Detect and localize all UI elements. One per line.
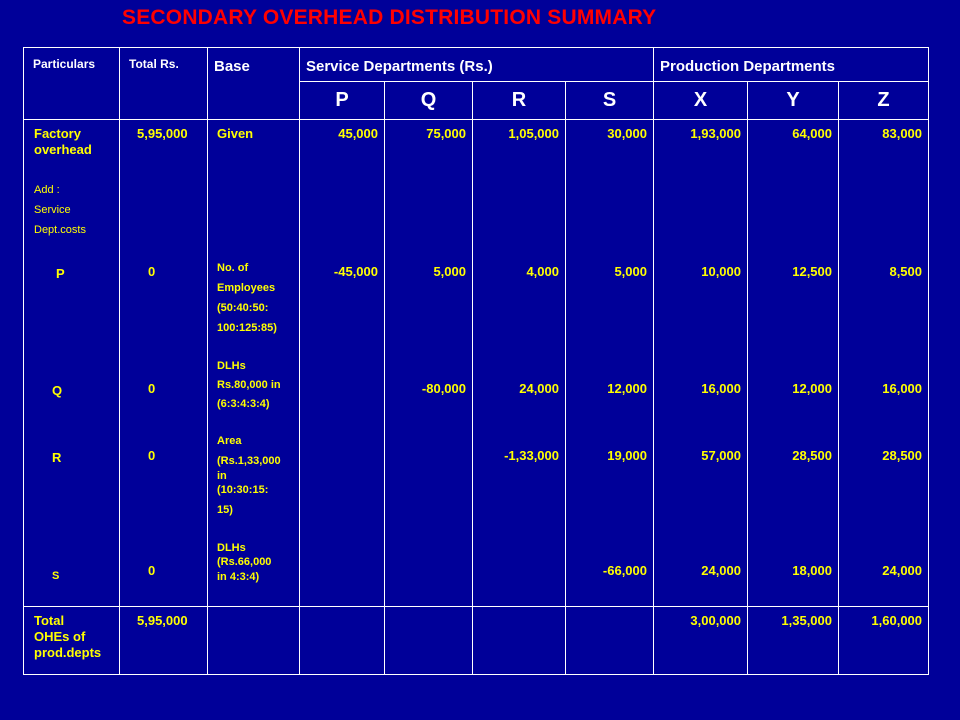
cell-p-p: -45,000 [333, 264, 378, 279]
particulars-header: Particulars [24, 48, 120, 120]
cell-y-p: 12,500 [792, 264, 832, 279]
cell-x-s: 24,000 [701, 563, 741, 578]
cell-y-s: 18,000 [792, 563, 832, 578]
cell-z-q: 16,000 [882, 381, 923, 396]
totals-empty-r [473, 607, 566, 675]
row-label-p: P [56, 266, 65, 281]
add-label: Add : [34, 184, 60, 196]
total-header: Total Rs. [120, 48, 208, 120]
cell-s-q: 12,000 [607, 381, 647, 396]
column-y [748, 120, 839, 607]
totals-x: 3,00,000 [690, 613, 741, 628]
column-r [473, 120, 566, 607]
row-label-s: S [52, 570, 60, 582]
dept-header-x: X [654, 82, 748, 120]
cell-r-q: 24,000 [519, 381, 559, 396]
cell-z-p: 8,500 [889, 264, 923, 279]
dept-header-r: R [473, 82, 566, 120]
base-p-3: (50:40:50: [217, 302, 269, 314]
dept-costs-label: Dept.costs [34, 224, 86, 236]
base-s-3: in 4:3:4) [217, 571, 260, 583]
totals-empty-q [385, 607, 473, 675]
totals-y: 1,35,000 [781, 613, 832, 628]
total-factory: 5,95,000 [137, 126, 188, 141]
total-r: 0 [148, 448, 156, 463]
base-r-4: (10:30:15: [217, 484, 269, 496]
cell-r-r: -1,33,000 [504, 448, 559, 463]
column-q [385, 120, 473, 607]
base-q-3: (6:3:4:3:4) [217, 398, 270, 410]
column-x [654, 120, 748, 607]
cell-q-p: 5,000 [433, 264, 466, 279]
totals-z-cell [839, 607, 929, 675]
row-label-q: Q [52, 383, 63, 398]
base-s-1: DLHs [217, 542, 246, 554]
totals-label-cell [24, 607, 120, 675]
column-z [839, 120, 929, 607]
base-p-4: 100:125:85) [217, 322, 277, 334]
factory-label-1: Factory [34, 126, 81, 141]
production-departments-header: Production Departments [654, 48, 929, 82]
base-given: Given [217, 126, 254, 141]
column-p [300, 120, 385, 607]
dept-header-z: Z [839, 82, 929, 120]
total-column [120, 120, 208, 607]
particulars-column [24, 120, 120, 607]
cell-x-q: 16,000 [701, 381, 741, 396]
totals-empty-base [208, 607, 300, 675]
totals-empty-s [566, 607, 654, 675]
totals-x-cell [654, 607, 748, 675]
cell-y-r: 28,500 [792, 448, 832, 463]
cell-q-factory: 75,000 [426, 126, 466, 141]
dept-header-s: S [566, 82, 654, 120]
total-s: 0 [148, 563, 156, 578]
cell-x-r: 57,000 [701, 448, 741, 463]
column-s [566, 120, 654, 607]
totals-total-cell [120, 607, 208, 675]
cell-r-factory: 1,05,000 [508, 126, 559, 141]
dept-header-q: Q [385, 82, 473, 120]
dept-header-y: Y [748, 82, 839, 120]
base-q-1: DLHs [217, 360, 246, 372]
overhead-table [23, 47, 929, 675]
cell-z-r: 28,500 [882, 448, 923, 463]
totals-z: 1,60,000 [871, 613, 923, 628]
cell-z-s: 24,000 [882, 563, 923, 578]
base-p-2: Employees [217, 282, 276, 294]
cell-x-factory: 1,93,000 [690, 126, 741, 141]
body-row [24, 120, 929, 607]
base-s-2: (Rs.66,000 [217, 556, 272, 568]
base-r-2: (Rs.1,33,000 [217, 455, 281, 467]
header-row-1 [24, 48, 929, 82]
base-q-2: Rs.80,000 in [217, 379, 281, 391]
base-r-1: Area [217, 435, 242, 447]
cell-p-factory: 45,000 [338, 126, 378, 141]
cell-y-factory: 64,000 [792, 126, 832, 141]
total-q: 0 [148, 381, 156, 396]
factory-label-2: overhead [34, 142, 92, 157]
cell-r-p: 4,000 [526, 264, 559, 279]
cell-z-factory: 83,000 [882, 126, 923, 141]
totals-empty-p [300, 607, 385, 675]
total-p: 0 [148, 264, 156, 279]
totals-label-1: Total [34, 613, 65, 628]
cell-x-p: 10,000 [701, 264, 741, 279]
row-label-r: R [52, 450, 62, 465]
totals-row [24, 607, 929, 675]
base-p-1: No. of [217, 262, 249, 274]
cell-s-r: 19,000 [607, 448, 647, 463]
cell-s-s: -66,000 [602, 563, 647, 578]
cell-y-q: 12,000 [792, 381, 832, 396]
base-column [208, 120, 300, 607]
base-r-5: 15) [217, 504, 233, 516]
dept-header-p: P [300, 82, 385, 120]
cell-s-factory: 30,000 [607, 126, 647, 141]
totals-total: 5,95,000 [137, 613, 188, 628]
service-label: Service [34, 204, 71, 216]
totals-label-2: OHEs of [34, 629, 86, 644]
page-title: SECONDARY OVERHEAD DISTRIBUTION SUMMARY [122, 6, 657, 29]
cell-q-q: -80,000 [421, 381, 466, 396]
totals-label-3: prod.depts [34, 645, 102, 660]
cell-s-p: 5,000 [614, 264, 647, 279]
totals-y-cell [748, 607, 839, 675]
service-departments-header: Service Departments (Rs.) [300, 48, 654, 82]
base-r-3: in [217, 470, 227, 482]
base-header: Base [208, 48, 300, 120]
